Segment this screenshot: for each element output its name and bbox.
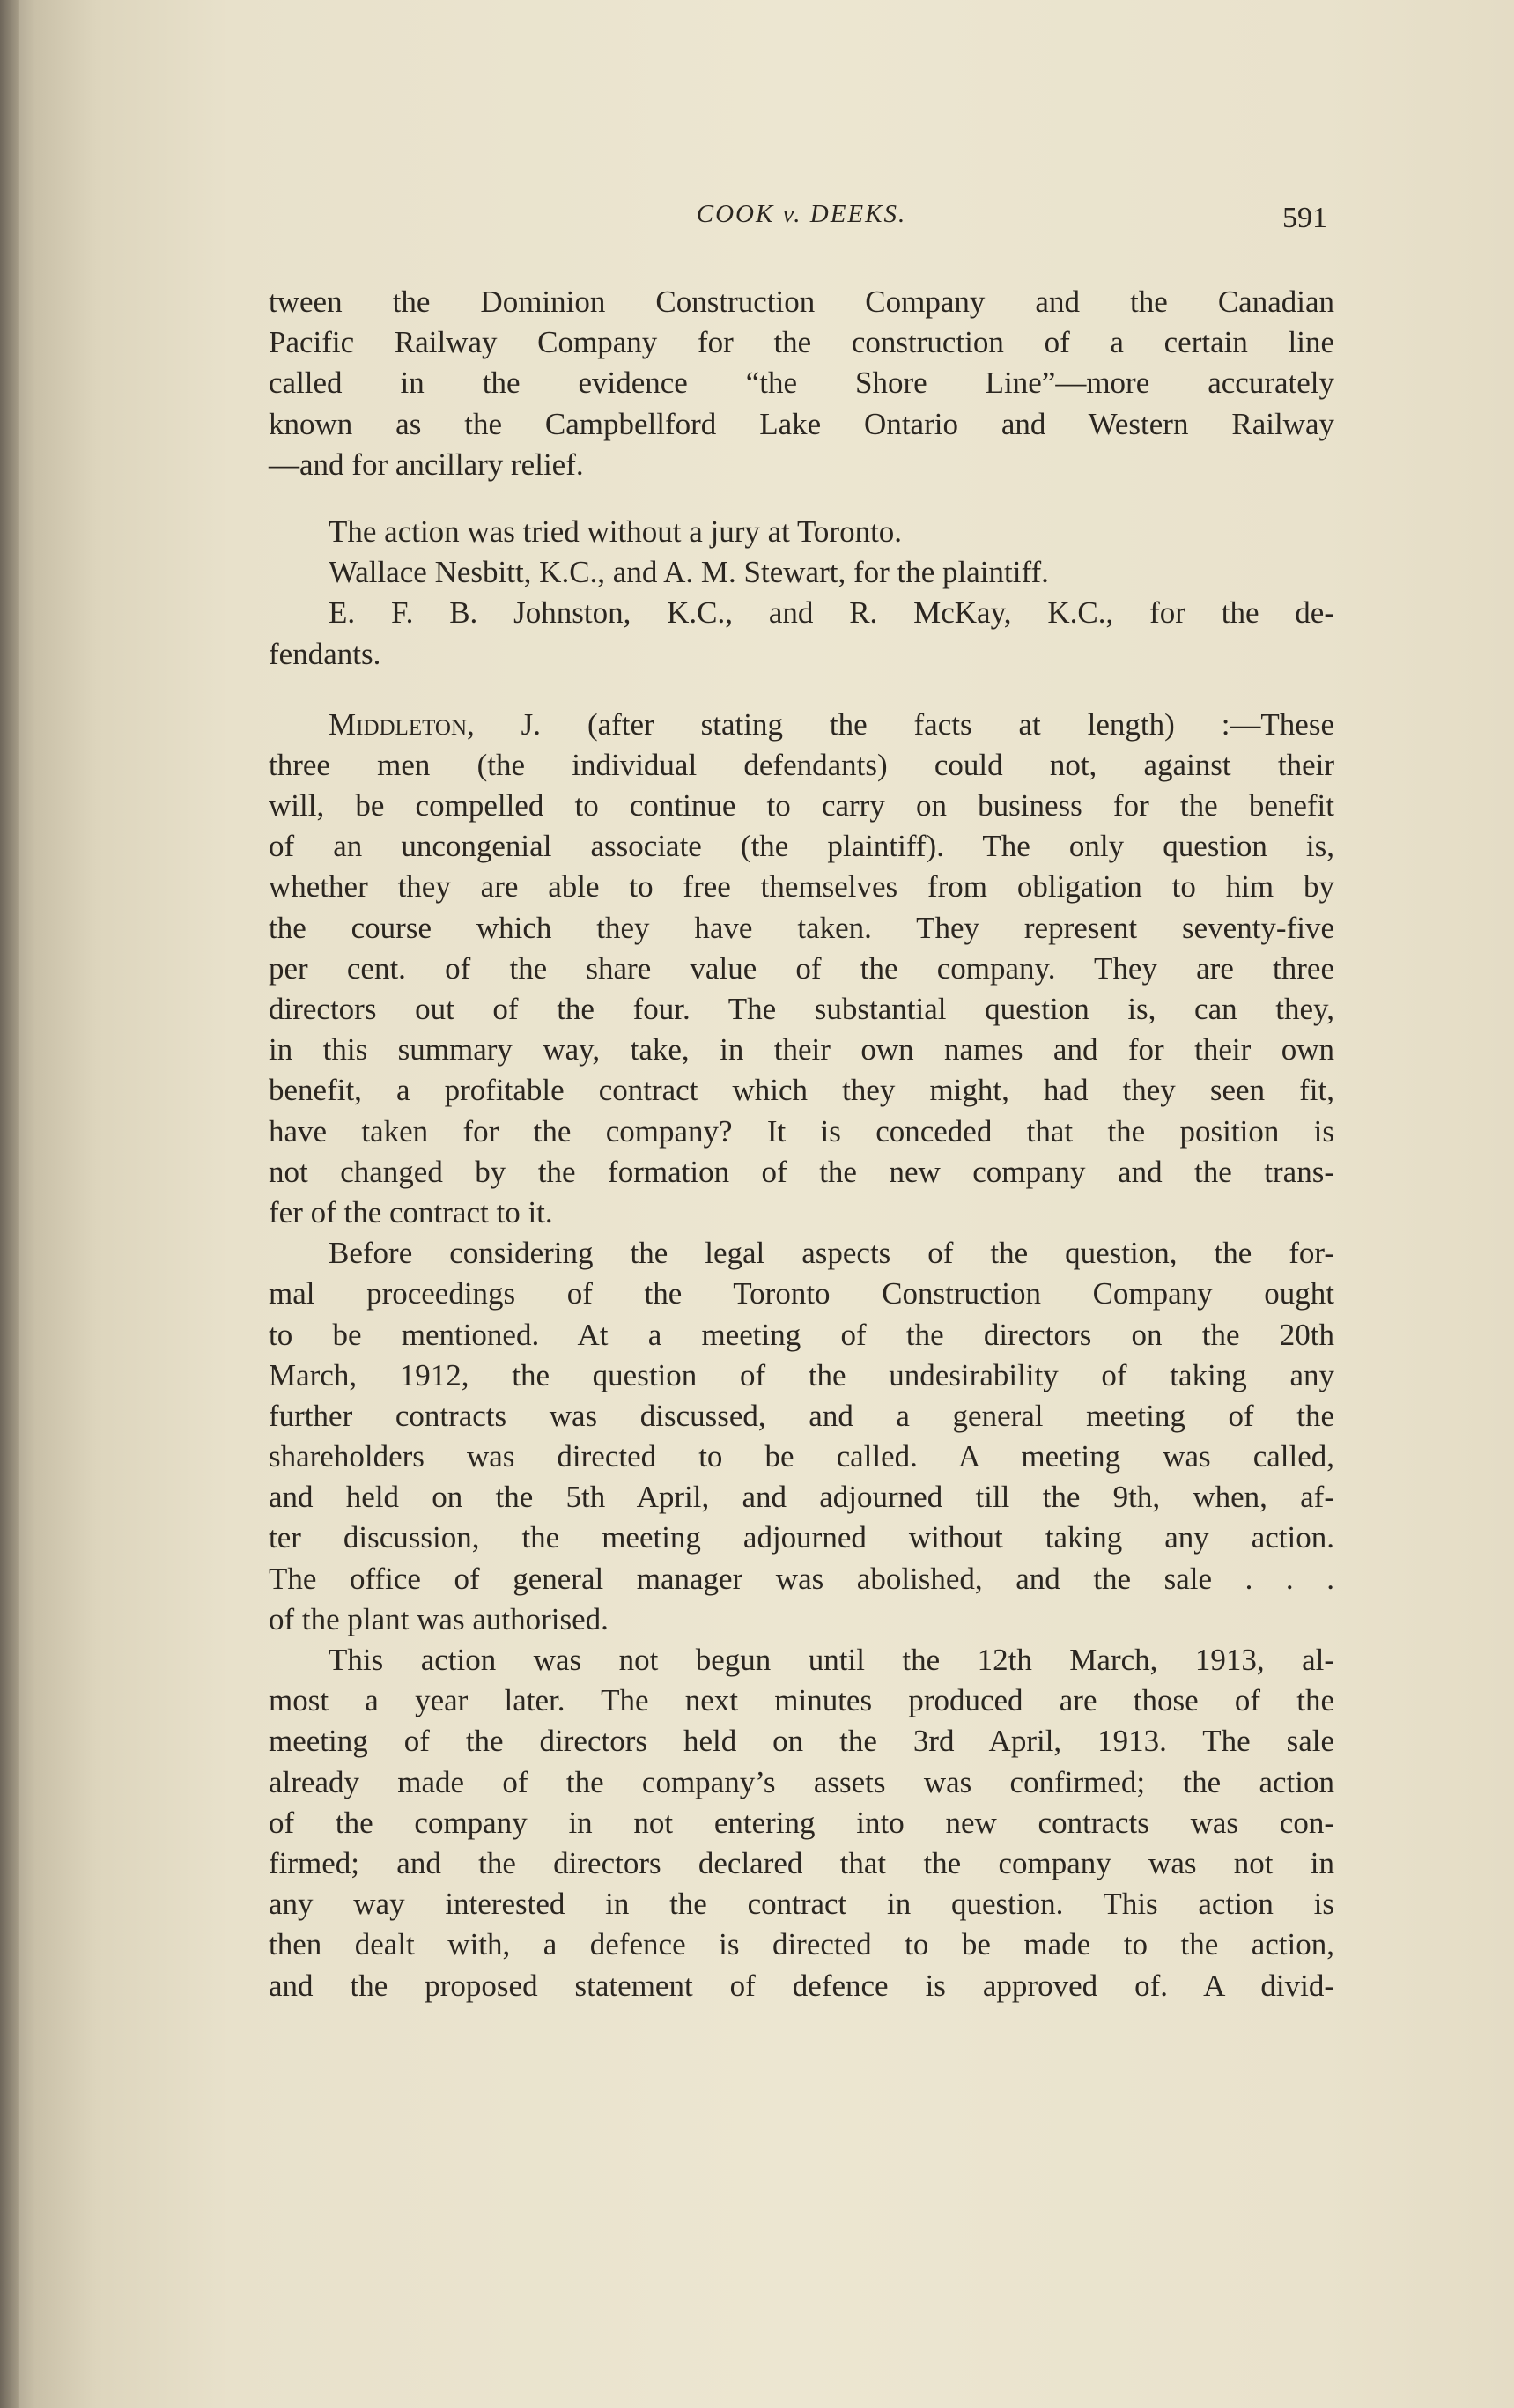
text-line: March, 1912, the question of the undesirability of taking any (269, 1357, 1334, 1392)
text-line: shareholders was directed to be called. A meeting was called, (269, 1439, 1334, 1474)
text-line: to be mentioned. At a meeting of the directors on the 20th (269, 1317, 1334, 1352)
paragraph-plaintiff-counsel (269, 552, 1334, 593)
binding-edge (0, 0, 19, 2408)
text-line: mal proceedings of the Toronto Construction Company ought (269, 1276, 1334, 1311)
text-line: meeting of the directors held on the 3rd April, 1913. The sale (269, 1724, 1334, 1759)
paragraph-defendant-counsel (269, 593, 1334, 674)
text-line: of an uncongenial associate (the plaintiff). The only question is, (269, 829, 1334, 864)
text-line: already made of the company’s assets was confirmed; the action (269, 1764, 1334, 1799)
text-line: not changed by the formation of the new company and the trans- (269, 1154, 1334, 1189)
text-line: —and for ancillary relief. (269, 447, 584, 482)
text-line: have taken for the company? It is conceded that the position is (269, 1113, 1334, 1149)
text-line: known as the Campbellford Lake Ontario and Western Railway (269, 406, 1334, 441)
text-line (269, 705, 1334, 745)
text-line: then dealt with, a defence is directed to be made to the action, (269, 1927, 1334, 1962)
text-line: will, be compelled to continue to carry on business for the benefit (269, 788, 1334, 824)
text-line: called in the evidence “the Shore Line”—more accurately (269, 366, 1334, 401)
judge-name: Middleton (329, 706, 468, 742)
text-line: fer of the contract to it. (269, 1194, 553, 1230)
text-line: whether they are able to free themselves from obligation to him by (269, 869, 1334, 905)
text-line: per cent. of the share value of the company. They are three (269, 950, 1334, 986)
page-number: 591 (1282, 202, 1327, 234)
text-line: The office of general manager was abolished, and the sale . . . (269, 1561, 1334, 1596)
text-line: ter discussion, the meeting adjourned without taking any action. (269, 1520, 1334, 1555)
running-title: COOK v. DEEKS. (696, 200, 907, 228)
paragraph-continuation (269, 282, 1334, 485)
text-line: further contracts was discussed, and a general meeting of the (269, 1398, 1334, 1433)
text-line: in this summary way, take, in their own names and for their own (269, 1032, 1334, 1067)
paragraph-action-begun (269, 1640, 1334, 2006)
text-line: The action was tried without a jury at Toronto. (329, 513, 903, 549)
text-line: of the company in not entering into new contracts was con- (269, 1805, 1334, 1840)
paragraph-judgment (269, 705, 1334, 1233)
text-line: of the plant was authorised. (269, 1601, 609, 1636)
text-segment: , J. (after stating the facts at length) :—These (467, 706, 1334, 742)
text-line: firmed; and the directors declared that the company was not in (269, 1845, 1334, 1880)
text-line: most a year later. The next minutes produced are those of the (269, 1683, 1334, 1718)
text-line: fendants. (269, 636, 381, 671)
text-line: Before considering the legal aspects of the question, the for- (329, 1236, 1334, 1271)
text-line: benefit, a profitable contract which they might, had they seen fit, (269, 1073, 1334, 1108)
text-line: and held on the 5th April, and adjourned till the 9th, when, af- (269, 1480, 1334, 1515)
paragraph-gap (269, 675, 1334, 705)
paragraph-gap (269, 485, 1334, 512)
text-line: any way interested in the contract in question. This action is (269, 1887, 1334, 1922)
paragraph-trial (269, 512, 1334, 552)
running-head (269, 198, 1334, 251)
text-line: This action was not begun until the 12th March, 1913, al- (329, 1643, 1334, 1677)
text-line: tween the Dominion Construction Company and the Canadian (269, 284, 1334, 319)
text-line: Wallace Nesbitt, K.C., and A. M. Stewart, for the plaintiff. (329, 555, 1049, 590)
text-line: Pacific Railway Company for the construction of a certain line (269, 325, 1334, 360)
text-line: and the proposed statement of defence is approved of. A divid- (269, 1968, 1334, 2003)
body-text (269, 282, 1334, 2006)
text-line: directors out of the four. The substantial question is, can they, (269, 992, 1334, 1026)
text-line: three men (the individual defendants) could not, against their (269, 747, 1334, 782)
text-line: the course which they have taken. They represent seventy-five (269, 910, 1334, 945)
text-line: E. F. B. Johnston, K.C., and R. McKay, K.C., for the de- (329, 595, 1334, 631)
paragraph-proceedings (269, 1233, 1334, 1640)
